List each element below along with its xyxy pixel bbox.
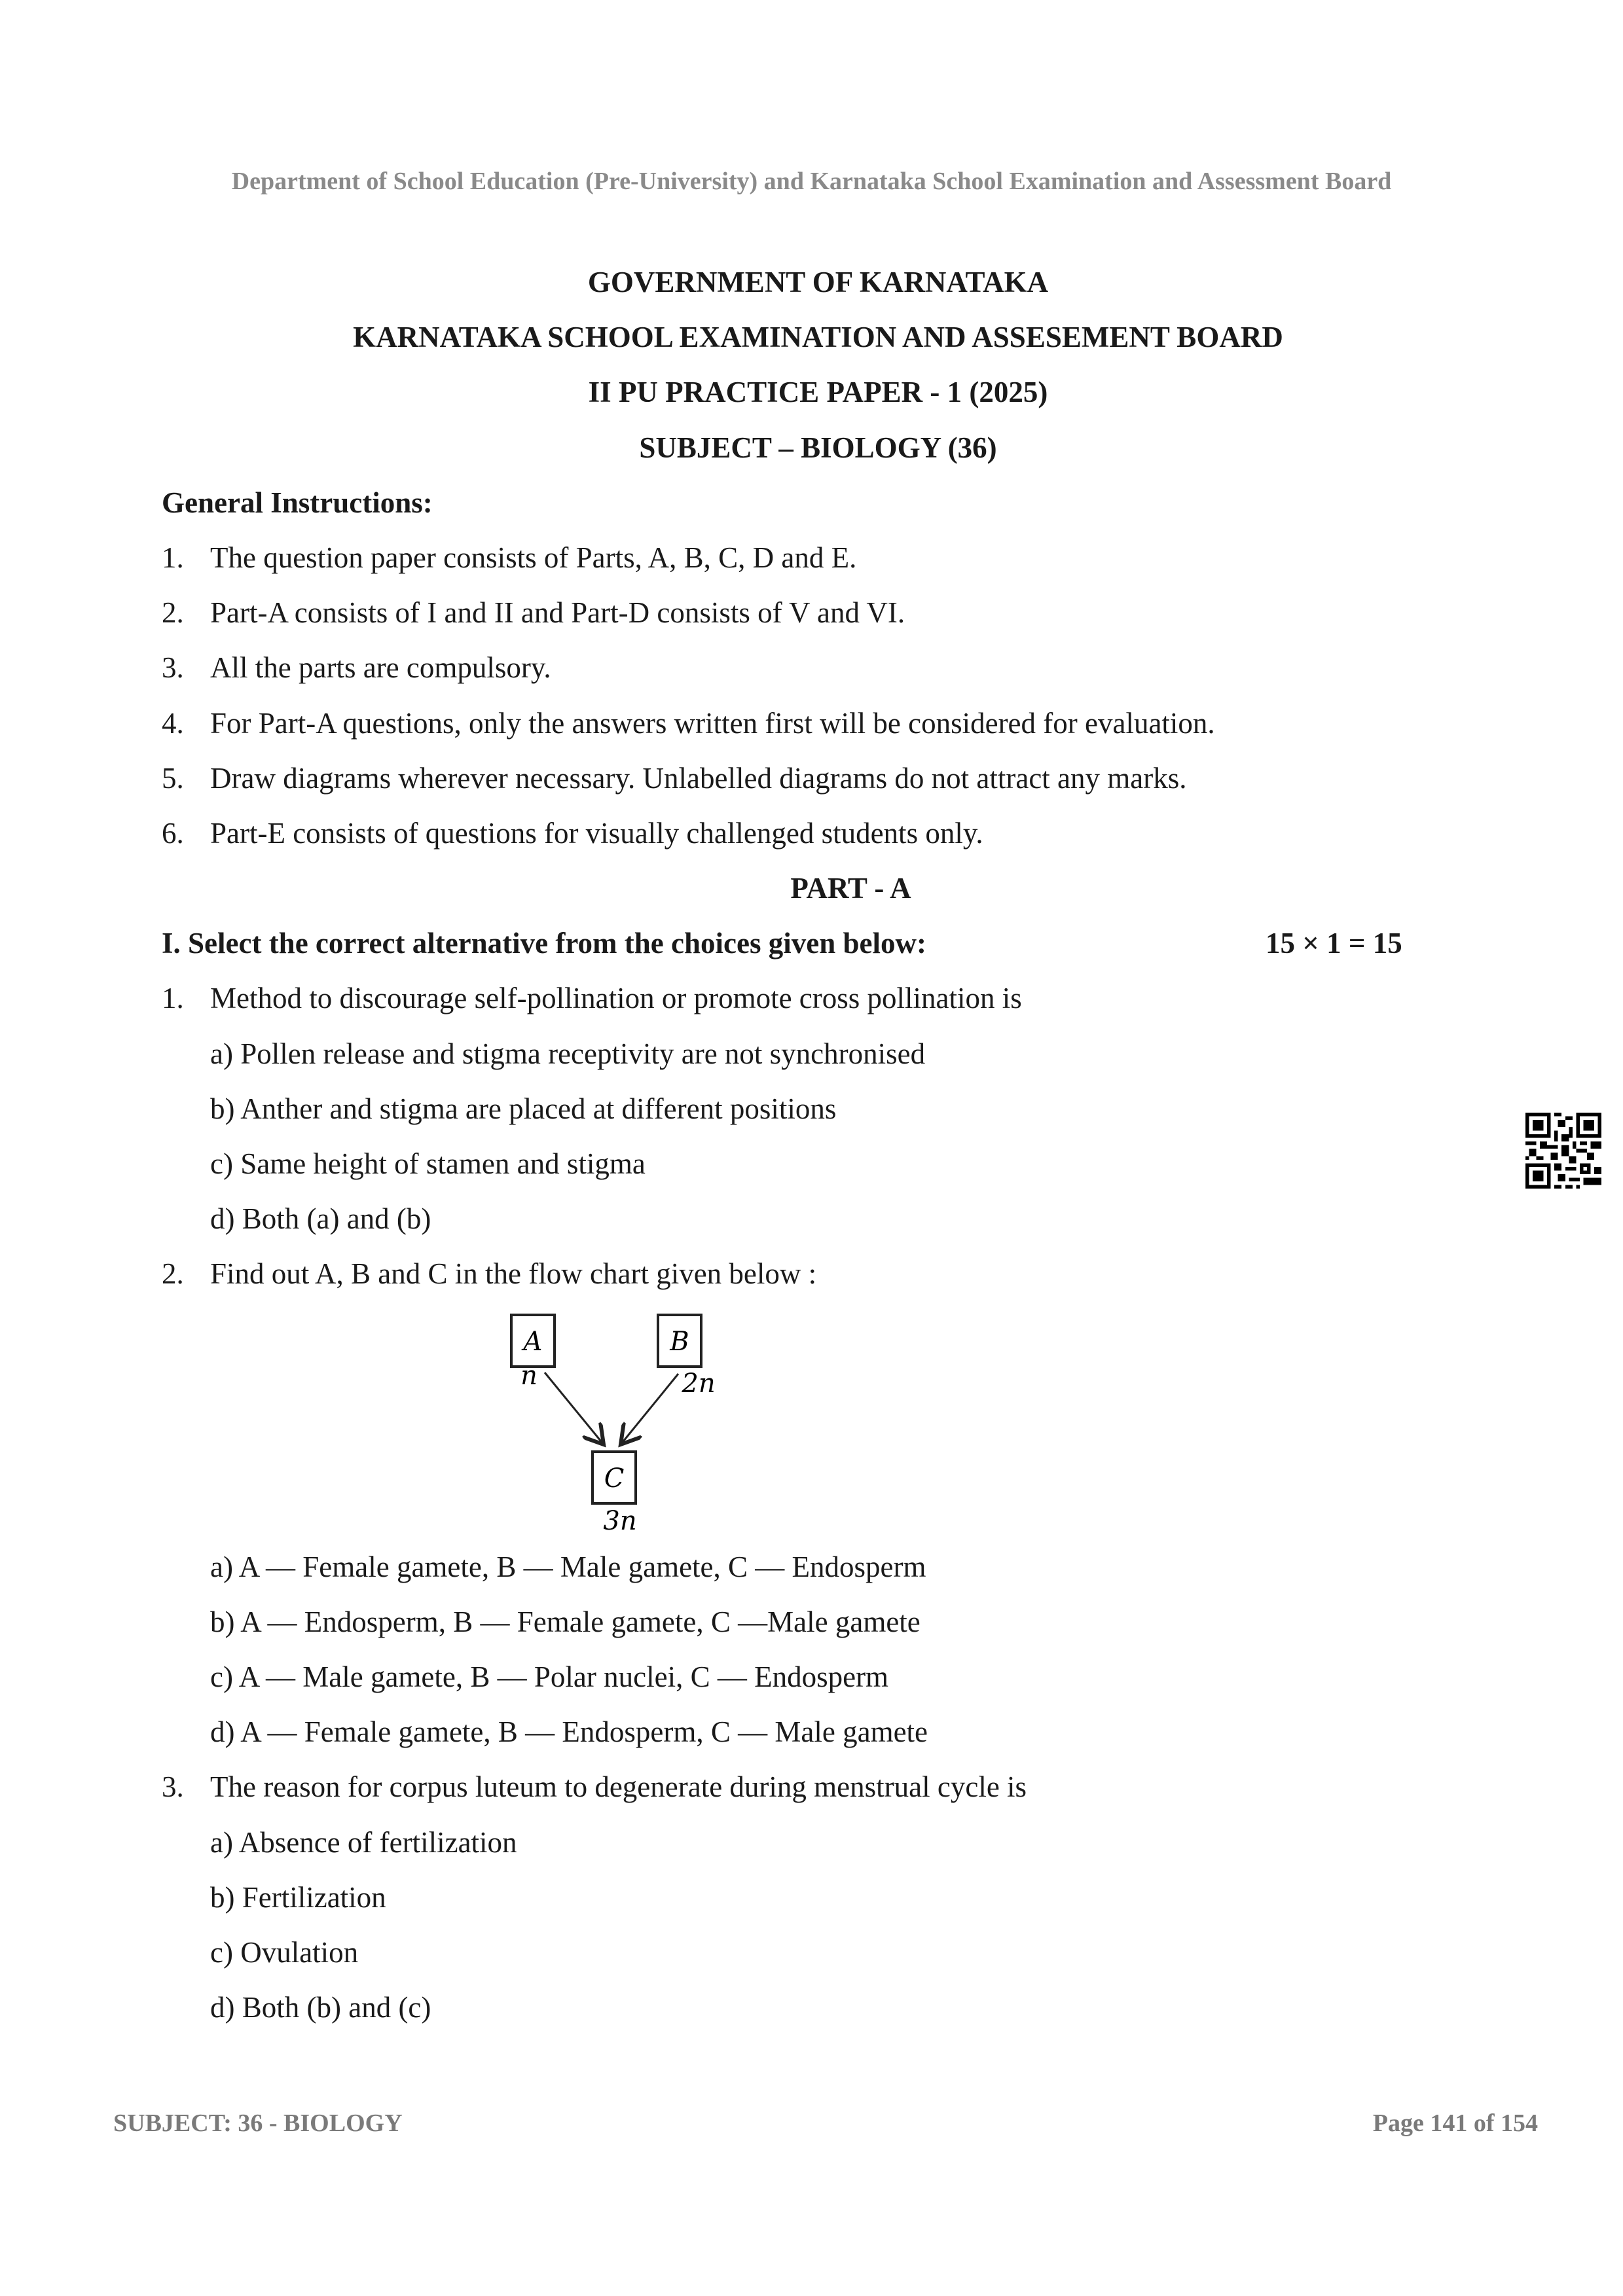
instruction-item [0, 696, 1623, 751]
title-paper: II PU PRACTICE PAPER - 1 (2025) [588, 376, 1048, 409]
option [0, 1870, 1623, 1925]
instruction-number: 6. [162, 816, 184, 850]
department-header: Department of School Education (Pre-University) and Karnataka School Examination and Assessment Board [231, 168, 1392, 195]
instruction-item [0, 640, 1623, 695]
question-text: The reason for corpus luteum to degenerate during menstrual cycle is [210, 1770, 1027, 1804]
footer-page-number: Page 141 of 154 [1372, 2109, 1538, 2137]
ploidy-a: n [520, 1360, 538, 1391]
flow-chart-diagram [0, 1302, 1623, 1539]
ploidy-b: 2n [682, 1368, 716, 1399]
instruction-text: All the parts are compulsory. [210, 651, 551, 685]
option-text: c) A — Male gamete, B — Polar nuclei, C — Endosperm [210, 1660, 889, 1693]
option-text: b) A — Endosperm, B — Female gamete, C —Male gamete [210, 1605, 921, 1638]
title-subject: SUBJECT – BIOLOGY (36) [639, 431, 997, 464]
question [0, 1759, 1623, 1814]
section-marks: 15 × 1 = 15 [1266, 927, 1402, 960]
option [0, 1136, 1623, 1191]
arrow-a-to-c [545, 1372, 604, 1444]
instruction-item [0, 806, 1623, 861]
box-a-label: A [523, 1326, 543, 1357]
question [0, 1246, 1623, 1301]
option-text: c) Ovulation [210, 1935, 359, 1969]
option-text: c) Same height of stamen and stigma [210, 1147, 646, 1180]
question [0, 971, 1623, 1026]
title-board: KARNATAKA SCHOOL EXAMINATION AND ASSESEMENT BOARD [353, 321, 1283, 354]
box-b-label: B [670, 1326, 689, 1357]
instruction-text: For Part-A questions, only the answers written first will be considered for evaluation. [210, 706, 1215, 740]
instruction-number: 3. [162, 651, 184, 685]
option [0, 1980, 1623, 2035]
instruction-text: Part-E consists of questions for visually challenged students only. [210, 816, 983, 850]
instruction-text: Draw diagrams wherever necessary. Unlabelled diagrams do not attract any marks. [210, 761, 1187, 795]
question-number: 1. [162, 982, 184, 1015]
document-body [0, 255, 1623, 2035]
option-text: d) Both (a) and (b) [210, 1202, 431, 1236]
instruction-item [0, 585, 1623, 640]
instruction-number: 4. [162, 706, 184, 740]
footer-subject: SUBJECT: 36 - BIOLOGY [113, 2109, 403, 2137]
option-text: a) Absence of fertilization [210, 1825, 517, 1859]
option-text: a) Pollen release and stigma receptivity are not synchronised [210, 1037, 926, 1070]
option [0, 1026, 1623, 1081]
option-text: b) Fertilization [210, 1880, 386, 1914]
box-c-label: C [604, 1463, 625, 1494]
instruction-number: 5. [162, 761, 184, 795]
question-number: 2. [162, 1257, 184, 1291]
instruction-text: The question paper consists of Parts, A, B, C, D and E. [210, 541, 857, 574]
instruction-item [0, 751, 1623, 806]
instruction-item [0, 530, 1623, 585]
option [0, 1539, 1623, 1594]
instructions-heading-line [0, 475, 1623, 530]
instruction-number: 1. [162, 541, 184, 574]
option-text: a) A — Female gamete, B — Male gamete, C — Endosperm [210, 1550, 926, 1583]
option-text: b) Anther and stigma are placed at different positions [210, 1092, 837, 1125]
ploidy-c: 3n [603, 1505, 637, 1536]
section-heading-line [0, 916, 1623, 971]
option-text: d) Both (b) and (c) [210, 1991, 431, 2024]
option [0, 1081, 1623, 1136]
instructions-heading: General Instructions: [162, 486, 433, 519]
section-heading: I. Select the correct alternative from the choices given below: [162, 927, 926, 960]
option [0, 1191, 1623, 1246]
arrow-b-to-c [621, 1374, 678, 1444]
question-text: Find out A, B and C in the flow chart given below : [210, 1257, 817, 1291]
option [0, 1649, 1623, 1704]
question-text: Method to discourage self-pollination or promote cross pollination is [210, 982, 1022, 1015]
option [0, 1594, 1623, 1649]
option [0, 1925, 1623, 1980]
option [0, 1704, 1623, 1759]
title-government: GOVERNMENT OF KARNATAKA [587, 266, 1049, 298]
instruction-number: 2. [162, 596, 184, 630]
question-number: 3. [162, 1770, 184, 1804]
option-text: d) A — Female gamete, B — Endosperm, C — Male gamete [210, 1715, 928, 1749]
part-heading: PART - A [790, 872, 911, 905]
instruction-text: Part-A consists of I and II and Part-D consists of V and VI. [210, 596, 905, 630]
option [0, 1815, 1623, 1870]
